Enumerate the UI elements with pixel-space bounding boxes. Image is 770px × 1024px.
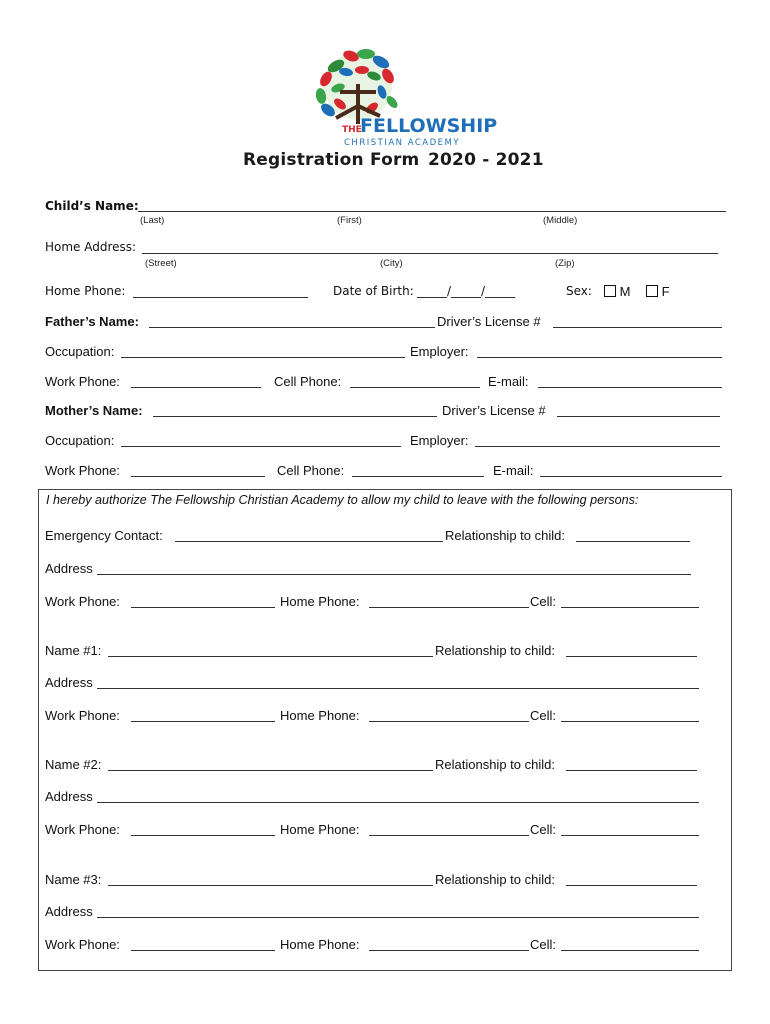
dob-label: Date of Birth: <box>333 284 414 298</box>
name1-label: Name #1: <box>45 643 102 658</box>
name3-home-phone-label: Home Phone: <box>280 937 360 952</box>
name2-work-phone-label: Work Phone: <box>45 822 120 837</box>
emergency-work-phone-field[interactable] <box>131 607 275 608</box>
female-label: F <box>661 284 670 299</box>
academy-logo <box>296 44 498 149</box>
home-phone-field[interactable] <box>133 297 308 298</box>
name1-home-phone-label: Home Phone: <box>280 708 360 723</box>
form-title: Registration Form <box>243 150 420 170</box>
name2-cell-field[interactable] <box>561 835 699 836</box>
name3-address-field[interactable] <box>97 917 699 918</box>
name1-work-phone-label: Work Phone: <box>45 708 120 723</box>
sex-label: Sex: <box>566 284 592 298</box>
name3-address-label: Address <box>45 904 93 919</box>
name1-address-field[interactable] <box>97 688 699 689</box>
middle-caption: (Middle) <box>543 215 578 226</box>
father-cell-phone-field[interactable] <box>350 387 480 388</box>
sex-male-option[interactable] <box>604 284 630 299</box>
name2-home-phone-label: Home Phone: <box>280 822 360 837</box>
city-caption: (City) <box>380 258 403 269</box>
mother-email-label: E-mail: <box>493 463 534 478</box>
zip-caption: (Zip) <box>555 258 575 269</box>
father-email-label: E-mail: <box>488 374 529 389</box>
name1-cell-field[interactable] <box>561 721 699 722</box>
home-phone-label: Home Phone: <box>45 284 126 298</box>
emergency-work-phone-label: Work Phone: <box>45 594 120 609</box>
name1-field[interactable] <box>108 656 433 657</box>
father-license-label: Driver’s License # <box>437 314 541 329</box>
name1-home-phone-field[interactable] <box>369 721 529 722</box>
mother-occupation-label: Occupation: <box>45 433 115 448</box>
mother-email-field[interactable] <box>540 476 722 477</box>
school-year: 2020 - 2021 <box>428 150 544 170</box>
name1-work-phone-field[interactable] <box>131 721 275 722</box>
name3-label: Name #3: <box>45 872 102 887</box>
name3-relationship-field[interactable] <box>566 885 697 886</box>
name2-relationship-field[interactable] <box>566 770 697 771</box>
father-employer-label: Employer: <box>410 344 469 359</box>
father-name-label: Father’s Name: <box>45 314 139 329</box>
logo-academy: CHRISTIAN ACADEMY <box>344 138 461 148</box>
emergency-relationship-label: Relationship to child: <box>445 528 565 543</box>
mother-employer-label: Employer: <box>410 433 469 448</box>
emergency-address-field[interactable] <box>97 574 691 575</box>
mother-occupation-field[interactable] <box>121 446 401 447</box>
emergency-home-phone-label: Home Phone: <box>280 594 360 609</box>
name3-cell-label: Cell: <box>530 937 557 952</box>
name2-work-phone-field[interactable] <box>131 835 275 836</box>
mother-name-field[interactable] <box>153 416 437 417</box>
father-employer-field[interactable] <box>477 357 722 358</box>
emergency-relationship-field[interactable] <box>576 541 690 542</box>
mother-license-label: Driver’s License # <box>442 403 546 418</box>
name1-relationship-label: Relationship to child: <box>435 643 555 658</box>
name3-work-phone-field[interactable] <box>131 950 275 951</box>
male-label: M <box>619 284 631 299</box>
logo-fellowship: FELLOWSHIP <box>360 115 498 137</box>
authorized-persons-section <box>38 489 732 971</box>
child-name-field[interactable] <box>138 211 726 212</box>
name2-cell-label: Cell: <box>530 822 557 837</box>
female-checkbox[interactable] <box>646 285 658 297</box>
father-occupation-label: Occupation: <box>45 344 115 359</box>
emergency-cell-label: Cell: <box>530 594 557 609</box>
dob-field[interactable]: _____/_____/_____ <box>417 284 516 298</box>
mother-employer-field[interactable] <box>475 446 720 447</box>
name3-work-phone-label: Work Phone: <box>45 937 120 952</box>
home-address-field[interactable] <box>142 253 718 254</box>
mother-cell-phone-label: Cell Phone: <box>277 463 345 478</box>
name1-relationship-field[interactable] <box>566 656 697 657</box>
father-cell-phone-label: Cell Phone: <box>274 374 342 389</box>
home-address-label: Home Address: <box>45 240 137 254</box>
name3-home-phone-field[interactable] <box>369 950 529 951</box>
name3-relationship-label: Relationship to child: <box>435 872 555 887</box>
sex-female-option[interactable] <box>646 284 670 299</box>
mother-cell-phone-field[interactable] <box>352 476 484 477</box>
name2-label: Name #2: <box>45 757 102 772</box>
child-name-label: Child’s Name: <box>45 199 139 213</box>
father-email-field[interactable] <box>538 387 722 388</box>
father-work-phone-label: Work Phone: <box>45 374 120 389</box>
emergency-contact-label: Emergency Contact: <box>45 528 163 543</box>
father-work-phone-field[interactable] <box>131 387 261 388</box>
tree-logo-icon <box>296 44 498 149</box>
name1-address-label: Address <box>45 675 93 690</box>
father-occupation-field[interactable] <box>121 357 405 358</box>
emergency-address-label: Address <box>45 561 93 576</box>
mother-license-field[interactable] <box>557 416 720 417</box>
name2-home-phone-field[interactable] <box>369 835 529 836</box>
name2-field[interactable] <box>108 770 433 771</box>
name2-address-field[interactable] <box>97 802 699 803</box>
authorization-statement: I hereby authorize The Fellowship Christian Academy to allow my child to leave with the following persons: <box>46 493 639 507</box>
name1-cell-label: Cell: <box>530 708 557 723</box>
mother-name-label: Mother’s Name: <box>45 403 143 418</box>
last-caption: (Last) <box>140 215 165 226</box>
male-checkbox[interactable] <box>604 285 616 297</box>
name2-address-label: Address <box>45 789 93 804</box>
father-license-field[interactable] <box>553 327 722 328</box>
emergency-home-phone-field[interactable] <box>369 607 529 608</box>
name2-relationship-label: Relationship to child: <box>435 757 555 772</box>
street-caption: (Street) <box>145 258 177 269</box>
father-name-field[interactable] <box>149 327 435 328</box>
name3-field[interactable] <box>108 885 433 886</box>
mother-work-phone-label: Work Phone: <box>45 463 120 478</box>
first-caption: (First) <box>337 215 362 226</box>
name3-cell-field[interactable] <box>561 950 699 951</box>
mother-work-phone-field[interactable] <box>131 476 265 477</box>
logo-the: THE <box>342 125 362 135</box>
emergency-cell-field[interactable] <box>561 607 699 608</box>
emergency-contact-field[interactable] <box>175 541 443 542</box>
